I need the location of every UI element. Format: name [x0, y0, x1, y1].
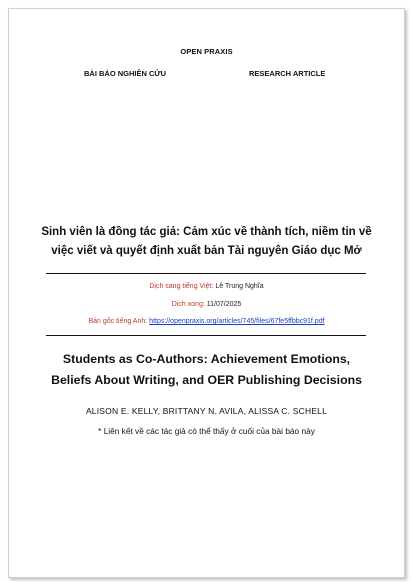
translator-line — [9, 283, 404, 290]
original-url-link[interactable]: https://openpraxis.org/articles/745/files/67fe5ffbbc91f.pdf — [149, 318, 325, 325]
vietnamese-title — [31, 223, 382, 261]
original-line — [9, 318, 404, 325]
translator-label: Dịch sang tiếng Việt: — [149, 283, 214, 290]
authors: ALISON E. KELLY, BRITTANY N. AVILA, ALISSA C. SCHELL — [85, 406, 328, 416]
top-divider — [46, 273, 366, 274]
affiliation-note: * Liên kết về các tác giả có thể thấy ở cuối của bài báo này — [98, 426, 315, 436]
completed-date: 11/07/2025 — [206, 301, 242, 308]
english-title-line-1: Students as Co-Authors: Achievement Emotions, — [62, 352, 351, 366]
translator-name: Lê Trung Nghĩa — [215, 283, 264, 290]
journal-name: OPEN PRAXIS — [180, 47, 233, 56]
vietnamese-title-line-2: việc viết và quyết định xuất bản Tài nguyên Giáo dục Mở — [51, 245, 362, 257]
bottom-divider — [46, 335, 366, 336]
vietnamese-title-line-1: Sinh viên là đồng tác giả: Cảm xúc về thành tích, niềm tin về — [41, 226, 372, 238]
completed-label: Dịch xong: — [171, 301, 205, 308]
completed-line — [9, 301, 404, 308]
english-title-line-2: Beliefs About Writing, and OER Publishing Decisions — [51, 373, 362, 387]
original-label: Bản gốc tiếng Anh: — [88, 318, 148, 325]
article-type-en: RESEARCH ARTICLE — [249, 69, 326, 78]
article-type-vi: BÀI BÁO NGHIÊN CỨU — [84, 69, 167, 78]
document-page — [8, 8, 405, 578]
english-title — [31, 349, 382, 391]
